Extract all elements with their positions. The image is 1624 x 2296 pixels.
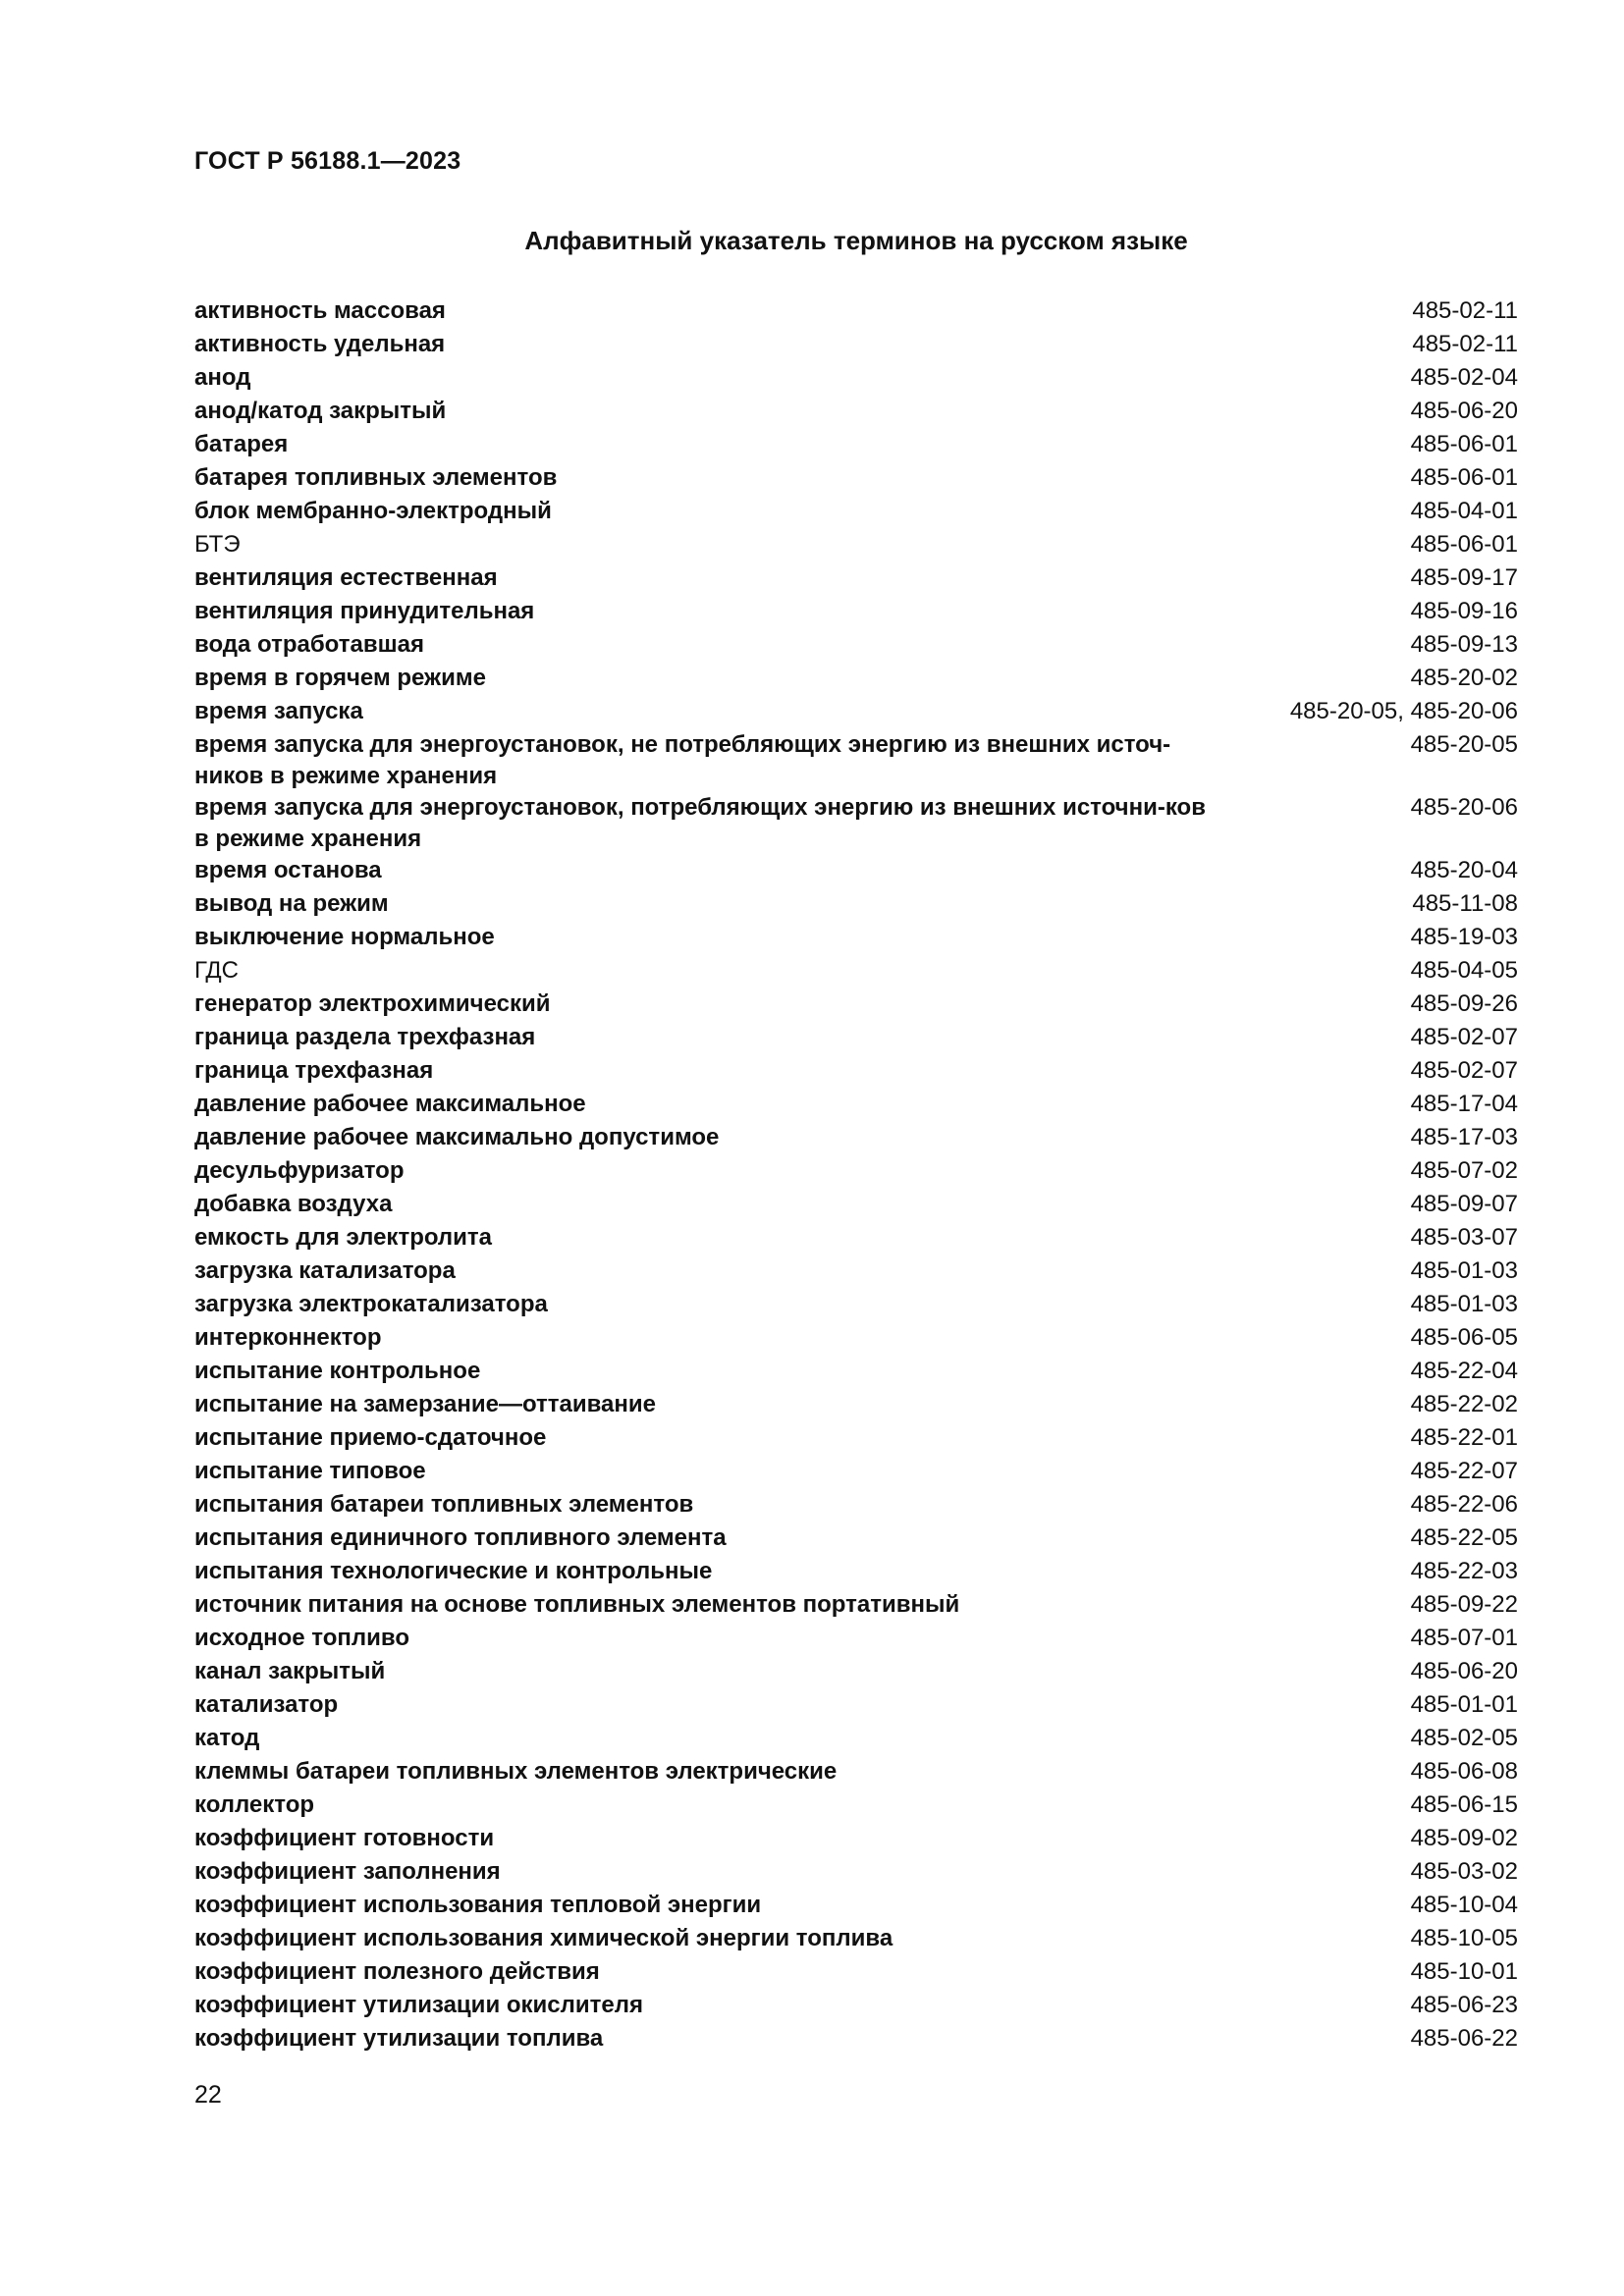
index-term: катод xyxy=(194,1725,260,1751)
index-term: давление рабочее максимально допустимое xyxy=(194,1124,720,1150)
index-term: батарея топливных элементов xyxy=(194,464,558,491)
index-entry-row xyxy=(194,1255,1518,1289)
index-term: анод xyxy=(194,364,251,391)
index-reference-number: 485-06-15 xyxy=(1410,1791,1518,1818)
index-entry-row xyxy=(194,663,1518,696)
index-reference-number: 485-20-05, 485-20-06 xyxy=(1289,698,1518,724)
document-header: ГОСТ Р 56188.1—2023 xyxy=(194,147,461,175)
index-term: время запуска для энергоустановок, потребляющих энергию из внешних источни-ков в режиме хранения xyxy=(194,794,1206,852)
index-reference-number: 485-04-05 xyxy=(1410,957,1518,984)
index-term: вентиляция естественная xyxy=(194,564,498,591)
index-entry-row xyxy=(194,329,1518,362)
index-term: клеммы батареи топливных элементов электрические xyxy=(194,1758,838,1785)
index-term: испытание контрольное xyxy=(194,1358,481,1384)
index-reference-number: 485-10-05 xyxy=(1410,1925,1518,1951)
index-term: емкость для электролита xyxy=(194,1224,493,1251)
index-entry-row xyxy=(194,792,1518,855)
index-term: граница трехфазная xyxy=(194,1057,434,1084)
index-reference-number: 485-22-06 xyxy=(1410,1491,1518,1518)
index-term: коэффициент утилизации окислителя xyxy=(194,1992,643,2018)
index-entry-row xyxy=(194,1489,1518,1522)
index-title: Алфавитный указатель терминов на русском языке xyxy=(524,226,1188,255)
index-entry-row xyxy=(194,1422,1518,1456)
index-entry-row xyxy=(194,496,1518,529)
index-reference-number: 485-06-08 xyxy=(1410,1758,1518,1785)
index-reference-number: 485-09-16 xyxy=(1410,598,1518,624)
index-reference-number: 485-03-07 xyxy=(1410,1224,1518,1251)
index-term: время останова xyxy=(194,857,382,883)
index-term: активность удельная xyxy=(194,331,446,357)
index-reference-number: 485-06-05 xyxy=(1410,1324,1518,1351)
index-entry-row xyxy=(194,1923,1518,1956)
index-entry-row xyxy=(194,1623,1518,1656)
index-term: испытание приемо-сдаточное xyxy=(194,1424,547,1451)
index-reference-number: 485-09-22 xyxy=(1410,1591,1518,1618)
index-entry-row xyxy=(194,888,1518,922)
index-term: вода отработавшая xyxy=(194,631,424,658)
index-entry-row xyxy=(194,1890,1518,1923)
index-entry-row xyxy=(194,855,1518,888)
index-reference-number: 485-20-05 xyxy=(1410,731,1518,758)
index-entry-row xyxy=(194,922,1518,955)
index-term: коэффициент утилизации топлива xyxy=(194,2025,604,2052)
index-entry-row xyxy=(194,1155,1518,1189)
index-term: испытания батареи топливных элементов xyxy=(194,1491,694,1518)
index-reference-number: 485-09-17 xyxy=(1410,564,1518,591)
index-reference-number: 485-10-01 xyxy=(1410,1958,1518,1985)
index-entry-row xyxy=(194,1189,1518,1222)
index-term: время запуска xyxy=(194,698,363,724)
index-reference-number: 485-22-04 xyxy=(1410,1358,1518,1384)
index-reference-number: 485-02-07 xyxy=(1410,1057,1518,1084)
index-term: коэффициент готовности xyxy=(194,1825,495,1851)
index-term: граница раздела трехфазная xyxy=(194,1024,536,1050)
index-entry-row xyxy=(194,1789,1518,1823)
index-reference-number: 485-09-07 xyxy=(1410,1191,1518,1217)
index-reference-number: 485-03-02 xyxy=(1410,1858,1518,1885)
index-entry-row xyxy=(194,696,1518,729)
index-term: ГДС xyxy=(194,957,239,984)
index-reference-number: 485-07-02 xyxy=(1410,1157,1518,1184)
index-reference-number: 485-06-22 xyxy=(1410,2025,1518,2052)
index-reference-number: 485-07-01 xyxy=(1410,1625,1518,1651)
index-entry-row xyxy=(194,429,1518,462)
index-term: десульфуризатор xyxy=(194,1157,405,1184)
index-entry-row xyxy=(194,529,1518,562)
index-reference-number: 485-11-08 xyxy=(1412,890,1518,917)
index-term: добавка воздуха xyxy=(194,1191,393,1217)
index-entry-row xyxy=(194,1956,1518,1990)
index-entry-row xyxy=(194,1022,1518,1055)
index-entry-row xyxy=(194,1556,1518,1589)
index-reference-number: 485-02-11 xyxy=(1412,297,1518,324)
index-term: время в горячем режиме xyxy=(194,665,486,691)
index-entry-row xyxy=(194,1389,1518,1422)
index-reference-number: 485-06-01 xyxy=(1410,464,1518,491)
index-term: давление рабочее максимальное xyxy=(194,1091,586,1117)
index-term: загрузка электрокатализатора xyxy=(194,1291,548,1317)
index-entry-row xyxy=(194,729,1518,792)
index-term: вентиляция принудительная xyxy=(194,598,535,624)
index-reference-number: 485-09-26 xyxy=(1410,990,1518,1017)
index-reference-number: 485-01-01 xyxy=(1410,1691,1518,1718)
index-term: катализатор xyxy=(194,1691,339,1718)
index-reference-number: 485-06-20 xyxy=(1410,1658,1518,1684)
index-reference-number: 485-01-03 xyxy=(1410,1291,1518,1317)
index-entry-row xyxy=(194,562,1518,596)
index-term: время запуска для энергоустановок, не потребляющих энергию из внешних источ-ников в режиме хранения xyxy=(194,731,1171,789)
index-entry-row xyxy=(194,1856,1518,1890)
index-reference-number: 485-01-03 xyxy=(1410,1257,1518,1284)
index-reference-number: 485-17-04 xyxy=(1410,1091,1518,1117)
index-reference-number: 485-22-03 xyxy=(1410,1558,1518,1584)
index-term: испытание на замерзание—оттаивание xyxy=(194,1391,656,1417)
index-entry-row xyxy=(194,2023,1518,2056)
index-term: испытания технологические и контрольные xyxy=(194,1558,713,1584)
index-entry-row xyxy=(194,1122,1518,1155)
index-reference-number: 485-10-04 xyxy=(1410,1892,1518,1918)
index-reference-number: 485-22-07 xyxy=(1410,1458,1518,1484)
index-reference-number: 485-22-05 xyxy=(1410,1524,1518,1551)
index-reference-number: 485-02-04 xyxy=(1410,364,1518,391)
index-entry-row xyxy=(194,1522,1518,1556)
index-entry-row xyxy=(194,1456,1518,1489)
index-reference-number: 485-06-01 xyxy=(1410,431,1518,457)
index-term: канал закрытый xyxy=(194,1658,386,1684)
index-term: коэффициент использования тепловой энергии xyxy=(194,1892,762,1918)
index-reference-number: 485-04-01 xyxy=(1410,498,1518,524)
index-entry-row xyxy=(194,1222,1518,1255)
index-term: загрузка катализатора xyxy=(194,1257,456,1284)
index-term: исходное топливо xyxy=(194,1625,409,1651)
index-term: вывод на режим xyxy=(194,890,389,917)
index-entry-row xyxy=(194,1322,1518,1356)
index-entry-row xyxy=(194,988,1518,1022)
index-reference-number: 485-17-03 xyxy=(1410,1124,1518,1150)
index-term: активность массовая xyxy=(194,297,446,324)
index-reference-number: 485-22-01 xyxy=(1410,1424,1518,1451)
index-reference-number: 485-09-13 xyxy=(1410,631,1518,658)
index-entry-row xyxy=(194,1289,1518,1322)
page-number: 22 xyxy=(194,2081,222,2109)
term-index-list xyxy=(194,295,1518,2056)
index-entry-row xyxy=(194,1656,1518,1689)
index-term: коэффициент использования химической энергии топлива xyxy=(194,1925,893,1951)
index-term: коэффициент полезного действия xyxy=(194,1958,600,1985)
index-term: интерконнектор xyxy=(194,1324,382,1351)
index-reference-number: 485-06-20 xyxy=(1410,398,1518,424)
index-entry-row xyxy=(194,1756,1518,1789)
index-term: выключение нормальное xyxy=(194,924,495,950)
index-entry-row xyxy=(194,1723,1518,1756)
index-entry-row xyxy=(194,955,1518,988)
index-entry-row xyxy=(194,629,1518,663)
index-entry-row xyxy=(194,1356,1518,1389)
index-reference-number: 485-20-06 xyxy=(1410,794,1518,821)
index-reference-number: 485-19-03 xyxy=(1410,924,1518,950)
index-entry-row xyxy=(194,1089,1518,1122)
index-entry-row xyxy=(194,1055,1518,1089)
index-entry-row xyxy=(194,295,1518,329)
index-term: испытания единичного топливного элемента xyxy=(194,1524,727,1551)
index-entry-row xyxy=(194,1589,1518,1623)
index-term: батарея xyxy=(194,431,289,457)
index-term: источник питания на основе топливных элементов портативный xyxy=(194,1591,960,1618)
index-reference-number: 485-20-02 xyxy=(1410,665,1518,691)
index-reference-number: 485-02-11 xyxy=(1412,331,1518,357)
index-term: блок мембранно-электродный xyxy=(194,498,552,524)
index-term: испытание типовое xyxy=(194,1458,426,1484)
index-entry-row xyxy=(194,396,1518,429)
index-entry-row xyxy=(194,362,1518,396)
index-term: БТЭ xyxy=(194,531,241,558)
index-term: коллектор xyxy=(194,1791,315,1818)
index-term: коэффициент заполнения xyxy=(194,1858,501,1885)
index-reference-number: 485-20-04 xyxy=(1410,857,1518,883)
index-entry-row xyxy=(194,1689,1518,1723)
index-reference-number: 485-06-23 xyxy=(1410,1992,1518,2018)
index-term: анод/катод закрытый xyxy=(194,398,447,424)
index-entry-row xyxy=(194,1823,1518,1856)
index-term: генератор электрохимический xyxy=(194,990,551,1017)
index-reference-number: 485-02-07 xyxy=(1410,1024,1518,1050)
index-reference-number: 485-02-05 xyxy=(1410,1725,1518,1751)
index-entry-row xyxy=(194,1990,1518,2023)
index-entry-row xyxy=(194,462,1518,496)
index-reference-number: 485-06-01 xyxy=(1410,531,1518,558)
index-reference-number: 485-22-02 xyxy=(1410,1391,1518,1417)
index-entry-row xyxy=(194,596,1518,629)
index-reference-number: 485-09-02 xyxy=(1410,1825,1518,1851)
